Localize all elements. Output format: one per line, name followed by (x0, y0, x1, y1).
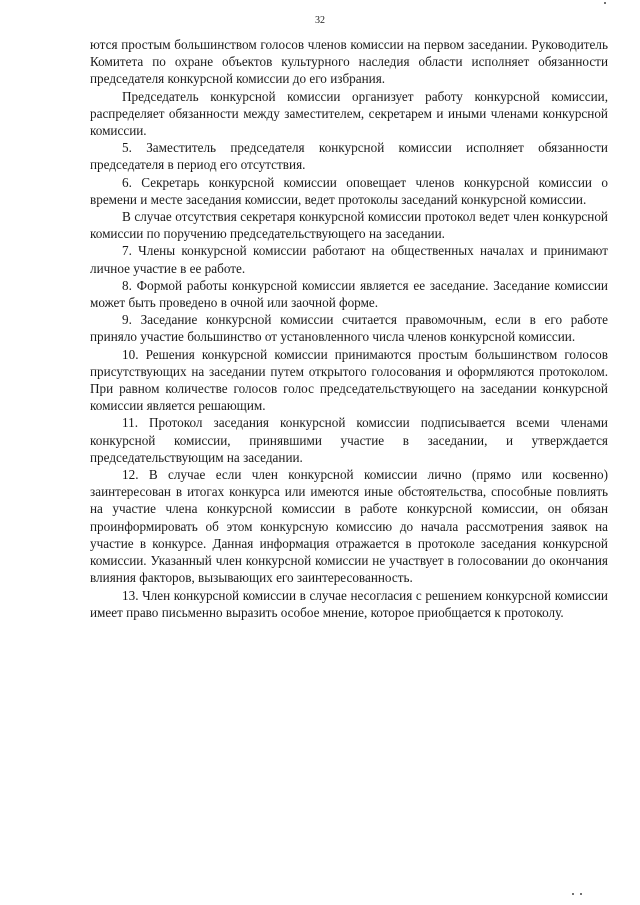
paragraph-item-7: 7. Члены конкурсной комиссии работают на общественных началах и принимают личное участие в ее работе. (90, 243, 608, 276)
paragraph-item-9: 9. Заседание конкурсной комиссии считается правомочным, если в его работе приняло участие большинство от установленного числа членов конкурсной комиссии. (90, 312, 608, 345)
paragraph-secretary-absence: В случае отсутствия секретаря конкурсной комиссии протокол ведет член конкурсной комиссии по поручению председательствующего на заседании. (90, 209, 608, 242)
paragraph-item-8: 8. Формой работы конкурсной комиссии является ее заседание. Заседание комиссии может быть проведено в очной или заочной форме. (90, 277, 608, 311)
paragraph-item-12: 12. В случае если член конкурсной комиссии лично (прямо или косвенно) заинтересован в итогах конкурса или имеются иные обстоятельства, способные повлиять на участие члена конкурсной комиссии в работе конкурсной комиссии, он обязан проинформировать об этом конкурсную комиссию до начала рассмотрения заявок на участие в конкурсе. Данная информация отражается в протоколе заседания конкурсной комиссии. Указанный член конкурсной комиссии не участвует в голосовании до окончания влияния факторов, вызывающих его заинтересованность. (90, 467, 608, 586)
paragraph-chairman-duties: Председатель конкурсной комиссии организует работу конкурсной комиссии, распределяет обязанности между заместителем, секретарем и иными членами конкурсной комиссии. (90, 88, 608, 139)
document-body (90, 36, 608, 621)
scan-speck (604, 2, 606, 4)
paragraph-item-6: 6. Секретарь конкурсной комиссии оповещает членов конкурсной комиссии о времени и месте заседания комиссии, ведет протоколы заседаний конкурсной комиссии. (90, 174, 608, 207)
paragraph-item-10: 10. Решения конкурсной комиссии принимаются простым большинством голосов присутствующих на заседании путем открытого голосования и оформляются протоколом. При равном количестве голосов голос председательствующего на заседании конкурсной комиссии является решающим. (90, 346, 608, 414)
paragraph-continuation: ются простым большинством голосов членов комиссии на первом заседании. Руководитель Комитета по охране объектов культурного наследия области исполняет обязанности председателя конкурсной комиссии до его избрания. (90, 37, 608, 87)
page-number: 32 (315, 15, 325, 26)
paragraph-item-13: 13. Член конкурсной комиссии в случае несогласия с решением конкурсной комиссии имеет право письменно выразить особое мнение, которое приобщается к протоколу. (90, 587, 608, 620)
paragraph-item-11: 11. Протокол заседания конкурсной комиссии подписывается всеми членами конкурсной комиссии, принявшими участие в заседании, и утверждается председательствующим на заседании. (90, 415, 608, 465)
scan-speck (572, 893, 574, 895)
paragraph-item-5: 5. Заместитель председателя конкурсной комиссии исполняет обязанности председателя в период его отсутствия. (90, 140, 608, 173)
scan-speck (580, 893, 582, 895)
